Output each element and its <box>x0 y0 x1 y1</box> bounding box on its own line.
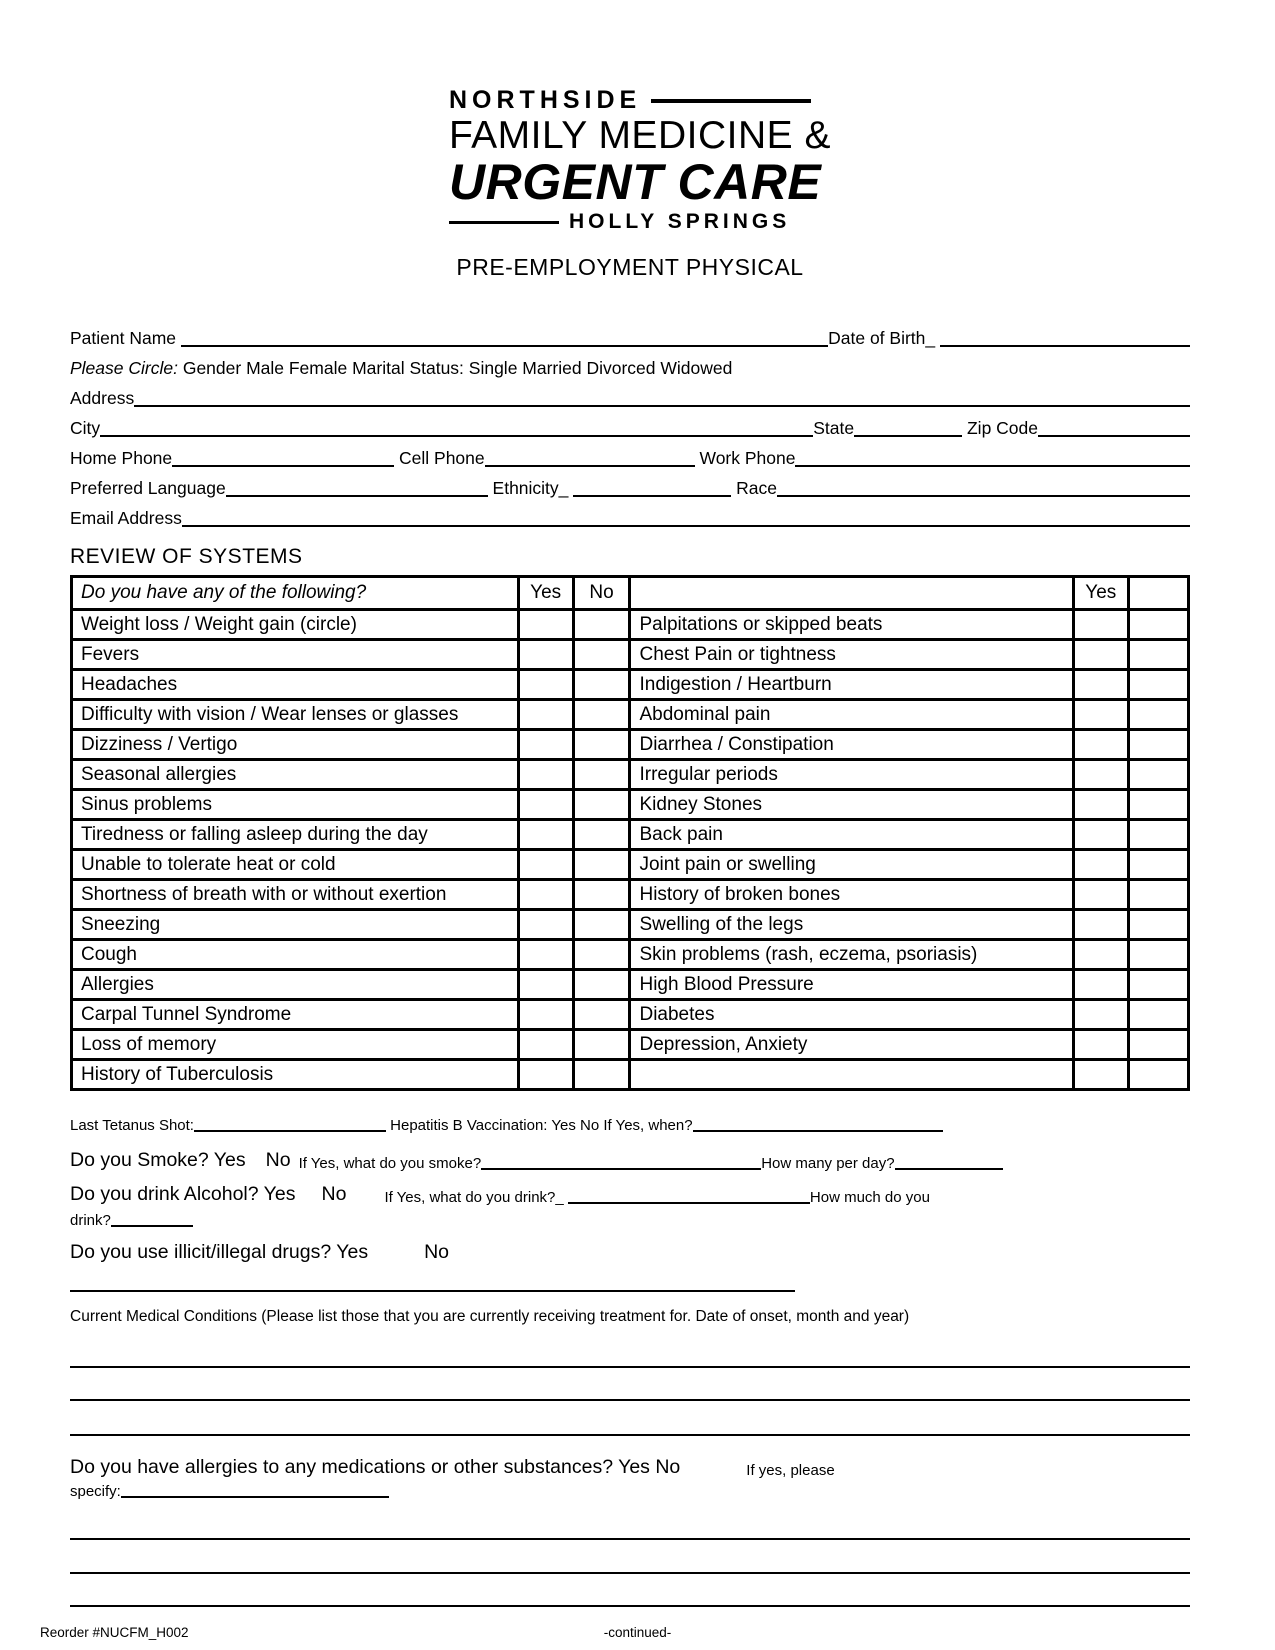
drugs-no-option: No <box>424 1241 450 1264</box>
symptom-label-left: Seasonal allergies <box>72 760 519 790</box>
logo-rule-right <box>651 99 811 103</box>
header-no-left: No <box>573 577 630 610</box>
medication-allergies-question: Do you have allergies to any medications or other substances? Yes No <box>70 1456 681 1479</box>
allergies-line-2 <box>70 1572 1190 1574</box>
smoke-question: Do you Smoke? Yes <box>70 1149 246 1172</box>
symptom-label-right: Back pain <box>630 820 1073 850</box>
alcohol-no-option: No <box>321 1183 347 1206</box>
city-state-zip-row <box>70 409 1190 439</box>
no-checkbox-left <box>573 850 630 880</box>
no-checkbox-right <box>1128 880 1188 910</box>
symptom-row <box>72 790 1189 820</box>
zip-blank <box>1038 435 1190 437</box>
no-checkbox-left <box>573 670 630 700</box>
email-row <box>70 499 1190 529</box>
no-checkbox-left <box>573 970 630 1000</box>
yes-checkbox-right <box>1073 850 1128 880</box>
no-checkbox-right <box>1128 670 1188 700</box>
alcohol-question: Do you drink Alcohol? Yes <box>70 1183 296 1206</box>
symptom-row <box>72 700 1189 730</box>
smoke-row <box>70 1149 1190 1172</box>
symptom-label-left: Headaches <box>72 670 519 700</box>
yes-checkbox-left <box>518 1000 573 1030</box>
cell-phone-label: Cell Phone <box>394 448 485 469</box>
yes-checkbox-left <box>518 910 573 940</box>
yes-checkbox-left <box>518 730 573 760</box>
yes-checkbox-left <box>518 640 573 670</box>
no-checkbox-right <box>1128 940 1188 970</box>
patient-name-row <box>70 319 1190 349</box>
cell-phone-blank <box>485 465 695 467</box>
work-phone-blank <box>795 465 1190 467</box>
header-yes-left: Yes <box>518 577 573 610</box>
reorder-number: Reorder #NUCFM_H002 <box>40 1625 189 1640</box>
no-checkbox-left <box>573 700 630 730</box>
drugs-row <box>70 1241 1190 1264</box>
yes-checkbox-right <box>1073 880 1128 910</box>
no-checkbox-left <box>573 1030 630 1060</box>
no-checkbox-left <box>573 730 630 760</box>
alcohol-amount-label-2: drink? <box>70 1212 111 1230</box>
logo-northside-line <box>449 86 811 115</box>
race-blank <box>777 495 1190 497</box>
form-title: PRE-EMPLOYMENT PHYSICAL <box>456 254 804 281</box>
yes-checkbox-right <box>1073 730 1128 760</box>
preferred-language-blank <box>226 495 488 497</box>
yes-checkbox-right <box>1073 820 1128 850</box>
symptom-label-left: Dizziness / Vertigo <box>72 730 519 760</box>
yes-checkbox-right <box>1073 670 1128 700</box>
yes-checkbox-left <box>518 970 573 1000</box>
yes-checkbox-left <box>518 820 573 850</box>
continued-marker: -continued- <box>603 1625 672 1640</box>
no-checkbox-right <box>1128 850 1188 880</box>
alcohol-amount-blank <box>111 1225 193 1227</box>
yes-checkbox-right <box>1073 640 1128 670</box>
home-phone-blank <box>172 465 394 467</box>
header-no-right <box>1128 577 1188 610</box>
gender-marital-options: Gender Male Female Marital Status: Single Married Divorced Widowed <box>177 358 733 379</box>
circle-row <box>70 349 1190 379</box>
please-circle-label: Please Circle: <box>70 358 178 379</box>
no-checkbox-left <box>573 910 630 940</box>
city-label: City <box>70 418 101 439</box>
state-label: State <box>813 418 855 439</box>
smoke-detail-blank <box>481 1168 761 1170</box>
symptom-label-right: History of broken bones <box>630 880 1073 910</box>
home-phone-label: Home Phone <box>70 448 173 469</box>
symptom-label-right: Chest Pain or tightness <box>630 640 1073 670</box>
email-label: Email Address <box>70 508 182 529</box>
symptom-label-right <box>630 1060 1073 1090</box>
no-checkbox-right <box>1128 910 1188 940</box>
tetanus-blank <box>194 1130 386 1132</box>
symptom-row <box>72 1000 1189 1030</box>
clinic-logo <box>449 86 831 234</box>
yes-checkbox-right <box>1073 790 1128 820</box>
smoke-detail-label: If Yes, what do you smoke? <box>298 1155 482 1173</box>
alcohol-detail-label: If Yes, what do you drink?_ <box>384 1189 568 1207</box>
address-label: Address <box>70 388 135 409</box>
specify-blank <box>121 1496 389 1498</box>
symptom-row <box>72 730 1189 760</box>
no-checkbox-right <box>1128 640 1188 670</box>
no-checkbox-right <box>1128 760 1188 790</box>
current-conditions-label: Current Medical Conditions (Please list those that you are currently receiving treatment for. Date of onset, month and year) <box>70 1308 910 1326</box>
medication-allergies-row <box>70 1456 1190 1479</box>
symptom-label-right: Joint pain or swelling <box>630 850 1073 880</box>
symptom-label-left: History of Tuberculosis <box>72 1060 519 1090</box>
no-checkbox-left <box>573 940 630 970</box>
yes-checkbox-left <box>518 760 573 790</box>
yes-checkbox-left <box>518 670 573 700</box>
hepatitis-label: Hepatitis B Vaccination: Yes No If Yes, when? <box>385 1117 693 1135</box>
symptom-row <box>72 970 1189 1000</box>
alcohol-amount-label-1: How much do you <box>809 1189 930 1207</box>
alcohol-row <box>70 1183 1190 1206</box>
alcohol-detail-blank <box>568 1202 810 1204</box>
no-checkbox-left <box>573 1060 630 1090</box>
yes-checkbox-right <box>1073 1000 1128 1030</box>
symptom-row <box>72 760 1189 790</box>
page-footer <box>0 1625 1275 1640</box>
logo-location-text: HOLLY SPRINGS <box>569 210 791 234</box>
yes-checkbox-right <box>1073 1030 1128 1060</box>
medication-allergies-note: If yes, please <box>746 1462 835 1480</box>
address-blank <box>134 405 1190 407</box>
review-of-systems-heading: REVIEW OF SYSTEMS <box>70 545 303 569</box>
symptom-label-left: Allergies <box>72 970 519 1000</box>
symptom-row <box>72 820 1189 850</box>
work-phone-label: Work Phone <box>694 448 796 469</box>
symptom-label-left: Unable to tolerate heat or cold <box>72 850 519 880</box>
yes-checkbox-right <box>1073 700 1128 730</box>
yes-checkbox-right <box>1073 970 1128 1000</box>
review-of-systems-table <box>70 575 1190 1091</box>
no-checkbox-right <box>1128 970 1188 1000</box>
specify-label: specify: <box>70 1483 121 1501</box>
symptom-label-left: Weight loss / Weight gain (circle) <box>72 610 519 640</box>
symptom-label-right: Skin problems (rash, eczema, psoriasis) <box>630 940 1073 970</box>
no-checkbox-right <box>1128 610 1188 640</box>
no-checkbox-left <box>573 760 630 790</box>
symptom-label-right: High Blood Pressure <box>630 970 1073 1000</box>
logo-urgent-care-text: URGENT CARE <box>449 154 822 211</box>
drugs-question: Do you use illicit/illegal drugs? Yes <box>70 1241 369 1264</box>
no-checkbox-left <box>573 820 630 850</box>
tetanus-label: Last Tetanus Shot: <box>70 1117 194 1135</box>
no-checkbox-right <box>1128 1030 1188 1060</box>
no-checkbox-right <box>1128 1060 1188 1090</box>
no-checkbox-left <box>573 640 630 670</box>
symptom-row <box>72 850 1189 880</box>
symptom-row <box>72 940 1189 970</box>
symptom-label-right: Indigestion / Heartburn <box>630 670 1073 700</box>
patient-name-blank <box>181 345 828 347</box>
symptom-label-left: Sinus problems <box>72 790 519 820</box>
symptom-row <box>72 610 1189 640</box>
symptom-label-right: Depression, Anxiety <box>630 1030 1073 1060</box>
tetanus-hepatitis-row <box>70 1117 1190 1134</box>
yes-checkbox-right <box>1073 910 1128 940</box>
alcohol-amount-row <box>70 1212 1190 1229</box>
smoke-count-label: How many per day? <box>761 1155 895 1173</box>
ethnicity-label: Ethnicity_ <box>487 478 574 499</box>
yes-checkbox-right <box>1073 1060 1128 1090</box>
no-checkbox-left <box>573 790 630 820</box>
yes-checkbox-left <box>518 1030 573 1060</box>
language-ethnicity-race-row <box>70 469 1190 499</box>
yes-checkbox-left <box>518 610 573 640</box>
yes-checkbox-left <box>518 790 573 820</box>
allergies-line-1 <box>70 1538 1190 1540</box>
patient-info-section <box>70 319 1190 529</box>
symptom-label-left: Carpal Tunnel Syndrome <box>72 1000 519 1030</box>
symptom-row <box>72 1060 1189 1090</box>
symptom-label-right: Swelling of the legs <box>630 910 1073 940</box>
no-checkbox-right <box>1128 820 1188 850</box>
yes-checkbox-right <box>1073 940 1128 970</box>
city-blank <box>100 435 813 437</box>
no-checkbox-left <box>573 880 630 910</box>
table-header-row <box>72 577 1189 610</box>
drugs-answer-line <box>70 1290 795 1292</box>
header-question: Do you have any of the following? <box>72 577 519 610</box>
smoke-no-option: No <box>265 1149 291 1172</box>
yes-checkbox-left <box>518 850 573 880</box>
no-checkbox-right <box>1128 700 1188 730</box>
phones-row <box>70 439 1190 469</box>
logo-rule-left <box>449 221 559 224</box>
no-checkbox-left <box>573 610 630 640</box>
logo-name-text: NORTHSIDE <box>449 86 642 114</box>
symptom-label-left: Shortness of breath with or without exertion <box>72 880 519 910</box>
symptom-label-right: Irregular periods <box>630 760 1073 790</box>
logo-family-medicine-text: FAMILY MEDICINE & <box>449 114 831 157</box>
date-of-birth-blank <box>940 345 1190 347</box>
symptom-row <box>72 910 1189 940</box>
header-question-right <box>630 577 1073 610</box>
hepatitis-when-blank <box>693 1130 943 1132</box>
no-checkbox-right <box>1128 1000 1188 1030</box>
no-checkbox-right <box>1128 730 1188 760</box>
yes-checkbox-left <box>518 700 573 730</box>
symptom-label-right: Palpitations or skipped beats <box>630 610 1073 640</box>
yes-checkbox-right <box>1073 760 1128 790</box>
yes-checkbox-right <box>1073 610 1128 640</box>
yes-checkbox-left <box>518 1060 573 1090</box>
smoke-count-blank <box>895 1168 1003 1170</box>
symptom-label-left: Difficulty with vision / Wear lenses or glasses <box>72 700 519 730</box>
allergies-line-3 <box>70 1605 1190 1607</box>
no-checkbox-left <box>573 1000 630 1030</box>
symptom-label-right: Abdominal pain <box>630 700 1073 730</box>
symptom-label-left: Cough <box>72 940 519 970</box>
state-blank <box>854 435 962 437</box>
specify-row <box>70 1483 1190 1500</box>
zip-label: Zip Code <box>962 418 1038 439</box>
patient-name-label: Patient Name <box>70 328 181 349</box>
ethnicity-blank <box>573 495 731 497</box>
preferred-language-label: Preferred Language <box>70 478 226 499</box>
email-blank <box>182 525 1190 527</box>
date-of-birth-label: Date of Birth_ <box>828 328 940 349</box>
address-row <box>70 379 1190 409</box>
symptom-row <box>72 1030 1189 1060</box>
conditions-line-1 <box>70 1366 1190 1368</box>
header-yes-right: Yes <box>1073 577 1128 610</box>
symptom-row <box>72 640 1189 670</box>
symptom-label-right: Kidney Stones <box>630 790 1073 820</box>
no-checkbox-right <box>1128 790 1188 820</box>
conditions-line-2 <box>70 1399 1190 1401</box>
symptom-row <box>72 880 1189 910</box>
conditions-line-3 <box>70 1434 1190 1436</box>
symptom-label-left: Loss of memory <box>72 1030 519 1060</box>
symptom-label-left: Fevers <box>72 640 519 670</box>
race-label: Race <box>731 478 777 499</box>
yes-checkbox-left <box>518 940 573 970</box>
symptom-label-left: Sneezing <box>72 910 519 940</box>
symptom-row <box>72 670 1189 700</box>
symptom-label-right: Diabetes <box>630 1000 1073 1030</box>
symptom-label-left: Tiredness or falling asleep during the day <box>72 820 519 850</box>
symptom-label-right: Diarrhea / Constipation <box>630 730 1073 760</box>
logo-holly-springs-line <box>449 210 811 234</box>
yes-checkbox-left <box>518 880 573 910</box>
